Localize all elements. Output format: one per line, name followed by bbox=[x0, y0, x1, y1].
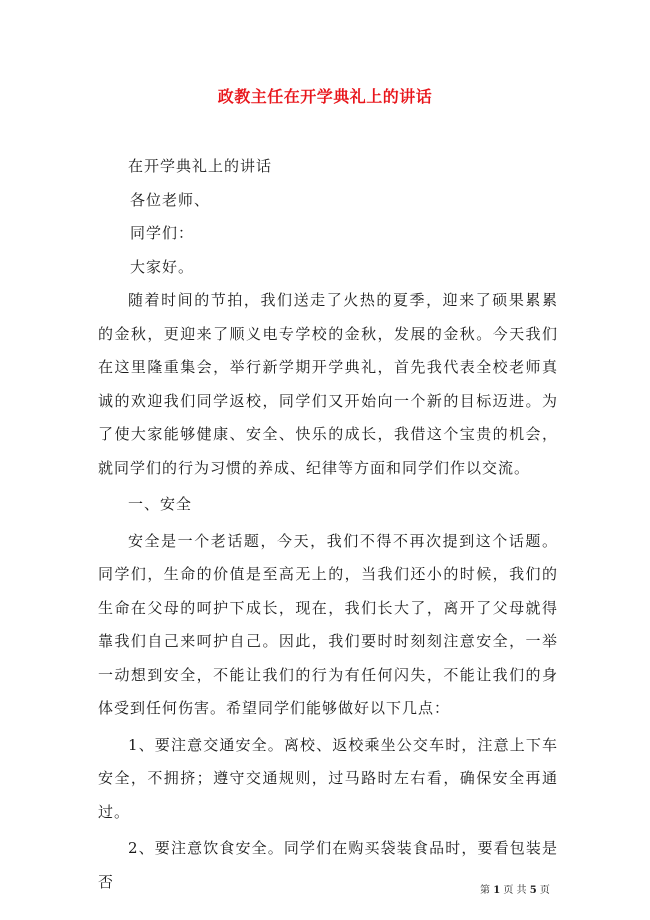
greeting-students: 同学们： bbox=[130, 224, 195, 242]
point-food-safety: 2、要注意饮食安全。同学们在购买袋装食品时，要看包装是否 bbox=[98, 839, 558, 891]
total-pages-number: 5 bbox=[529, 885, 537, 896]
subtitle: 在开学典礼上的讲话 bbox=[128, 157, 273, 175]
footer-mid: 页 共 bbox=[503, 885, 527, 896]
document-body bbox=[98, 150, 558, 899]
greeting-teachers: 各位老师、 bbox=[130, 190, 211, 209]
section-paragraph: 安全是一个老话题，今天，我们不得不再次提到这个话题。同学们，生命的价值是至高无上的，当我们还小的时候，我们的生命在父母的呵护下成长，现在，我们长大了，离开了父母就得靠我们自己来呵护自己。因此，我们要时时刻刻注意安全，一举一动想到安全，不能让我们的行为有任何闪失，不能让我们的身体受到任何伤害。希望同学们能够做好以下几点： bbox=[98, 531, 558, 717]
intro-paragraph: 随着时间的节拍，我们送走了火热的夏季，迎来了硕果累累的金秋，更迎来了顺义电专学校的金秋，发展的金秋。今天我们在这里隆重集会，举行新学期开学典礼，首先我代表全校老师真诚的欢迎我们同学返校，同学们又开始向一个新的目标迈进。为了使大家能够健康、安全、快乐的成长，我借这个宝贵的机会，就同学们的行为习惯的养成、纪律等方面和同学们作以交流。 bbox=[98, 291, 558, 477]
current-page-number: 1 bbox=[493, 885, 501, 896]
page-title: 政教主任在开学典礼上的讲话 bbox=[217, 87, 433, 106]
footer-prefix: 第 bbox=[480, 885, 490, 896]
footer-suffix: 页 bbox=[539, 885, 550, 896]
point-traffic-safety: 1、要注意交通安全。离校、返校乘坐公交车时，注意上下车安全，不拥挤；遵守交通规则，过马路时左右看，确保安全再通过。 bbox=[98, 735, 558, 821]
greeting-hello: 大家好。 bbox=[130, 257, 195, 276]
section-heading: 一、安全 bbox=[128, 495, 193, 513]
page-footer bbox=[480, 881, 550, 896]
